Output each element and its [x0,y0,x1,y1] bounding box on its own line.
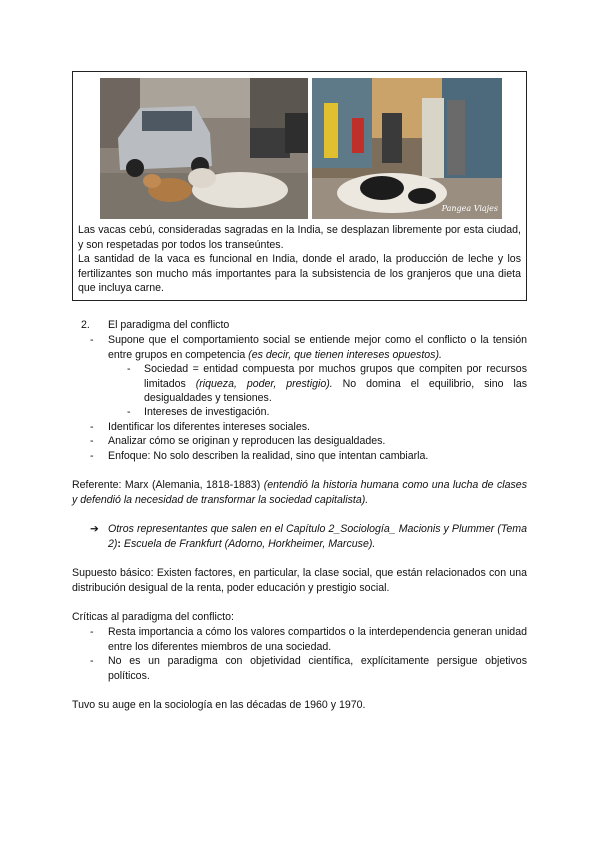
section-number: 2. [81,319,90,331]
figure-caption [78,223,521,296]
list-item-enfoque: Enfoque: No solo describen la realidad, sino que intentan cambiarla. [108,450,429,462]
photo-watermark: Pangea Viajes [441,204,498,214]
arrow-icon: ➔ [90,523,99,535]
sub-item-sociedad: Sociedad = entidad compuesta por muchos grupos que compiten por recursos limitados (riqueza, poder, prestigio). No domina el equilibrio, sino las desigualdades y tensiones. [144,363,528,405]
photo-cows-street [100,78,308,219]
critica-item-2: No es un paradigma con objetividad científica, explícitamente persigue objetivos políticos. [108,655,527,682]
bullet-dash: - [127,406,131,418]
caption-line-1: Las vacas cebú, consideradas sagradas en la India, se desplazan libremente por esta ciudad, y son respetadas por todos los transeúntes. [78,224,521,251]
list-item-identificar: Identificar los diferentes intereses sociales. [108,421,310,433]
bullet-dash: - [90,334,94,346]
bullet-dash: - [90,435,94,447]
bullet-dash: - [127,363,131,375]
sub-item-intereses: Intereses de investigación. [144,406,270,418]
photo-cow-market [312,78,502,219]
supuesto-basico: Supuesto básico: Existen factores, en particular, la clase social, que están relacionados con una distribución desigual de la renta, poder educación y prestigio social. [72,567,527,594]
auge-paragraph: Tuvo su auge en la sociología en las décadas de 1960 y 1970. [72,699,366,711]
list-item-supone: Supone que el comportamiento social se entiende mejor como el conflicto o la tensión entre grupos en competencia (es decir, que tienen intereses opuestos). [108,334,527,361]
figure-box [72,71,527,301]
otros-representantes: Otros representantes que salen en el Capítulo 2_Sociología_ Macionis y Plummer (Tema 2): Escuela de Frankfurt (Adorno, Horkheimer, Marcuse). [108,523,527,550]
referente-paragraph: Referente: Marx (Alemania, 1818-1883) (entendió la historia humana como una lucha de clases y defendió la necesidad de transformar la sociedad capitalista). [72,479,527,506]
caption-line-2: La santidad de la vaca es funcional en India, donde el arado, la producción de leche y los fertilizantes son mucho más importantes para la subsistencia de los granjeros que una dieta que incluya carne. [78,253,521,295]
section-title: El paradigma del conflicto [108,319,230,331]
list-item-analizar: Analizar cómo se originan y reproducen las desigualdades. [108,435,386,447]
bullet-dash: - [90,450,94,462]
bullet-dash: - [90,655,94,667]
critica-item-1: Resta importancia a cómo los valores compartidos o la interdependencia generan unidad entre los diferentes miembros de una sociedad. [108,626,527,653]
bullet-dash: - [90,626,94,638]
bullet-dash: - [90,421,94,433]
criticas-title: Críticas al paradigma del conflicto: [72,611,234,623]
